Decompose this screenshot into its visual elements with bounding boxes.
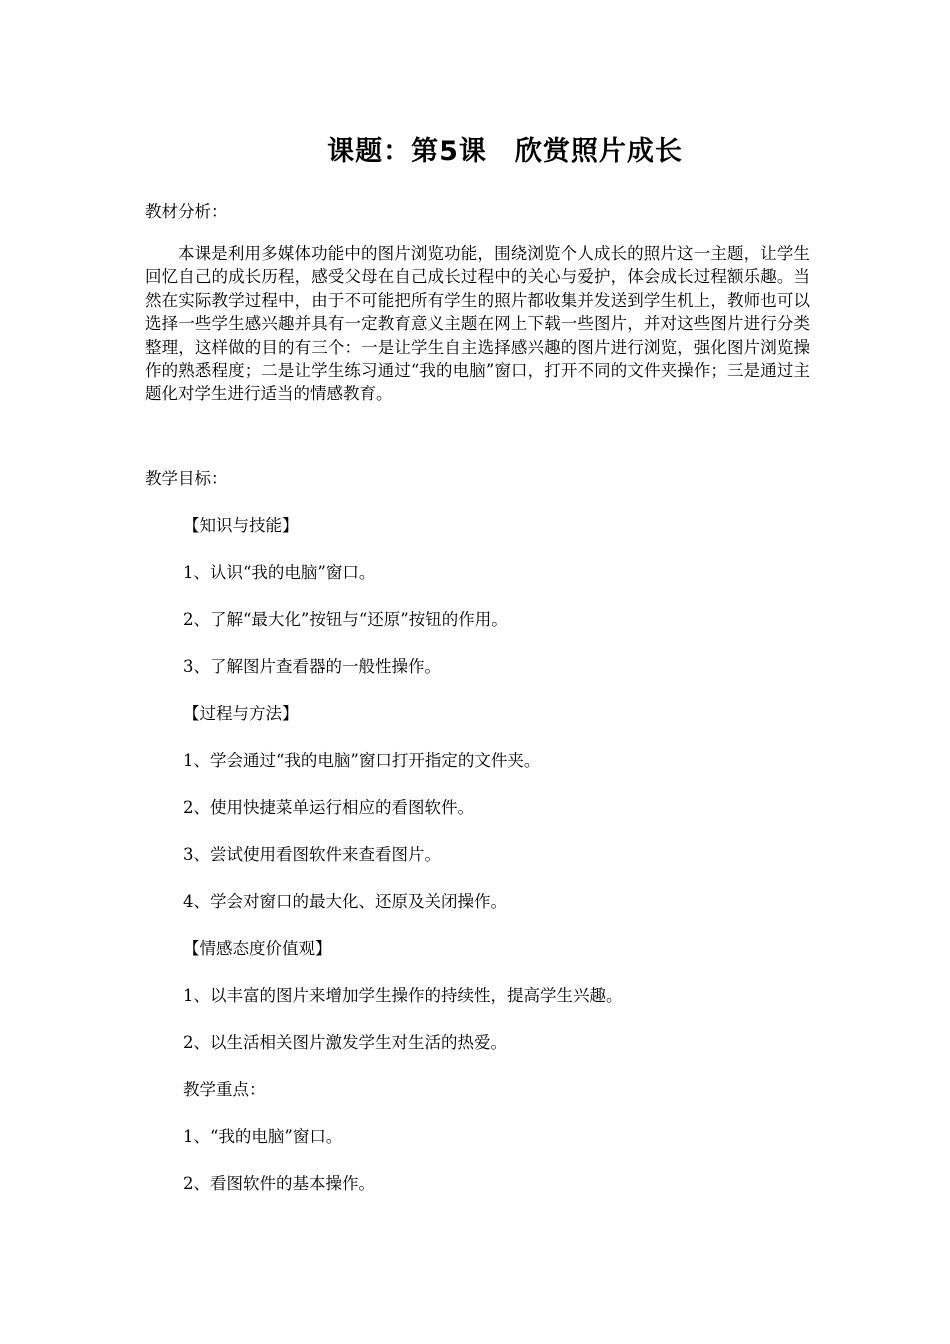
list-item: 4、学会对窗口的最大化、还原及关闭操作。 — [183, 892, 507, 911]
focus-heading: 教学重点： — [183, 1080, 266, 1099]
list-item: 2、了解“最大化”按钮与“还原”按钮的作用。 — [183, 610, 508, 629]
goals-heading: 教学目标： — [145, 469, 228, 488]
analysis-heading: 教材分析： — [145, 202, 228, 221]
analysis-paragraph: 本课是利用多媒体功能中的图片浏览功能，围绕浏览个人成长的照片这一主题，让学生回忆自己的成长历程，感受父母在自己成长过程中的关心与爱护，体会成长过程额乐趣。当然在实际教学过程中，由于不可能把所有学生的照片都收集并发送到学生机上，教师也可以选择一些学生感兴趣并具有一定教育意义主题在网上下载一些图片，并对这些图片进行分类整理，这样做的目的有三个：一是让学生自主选择感兴趣的图片进行浏览，强化图片浏览操作的熟悉程度；二是让学生练习通过“我的电脑”窗口，打开不同的文件夹操作；三是通过主题化对学生进行适当的情感教育。 — [145, 244, 810, 404]
list-item: 1、“我的电脑”窗口。 — [183, 1127, 343, 1146]
process-label: 【过程与方法】 — [183, 704, 299, 723]
list-item: 3、尝试使用看图软件来查看图片。 — [183, 845, 441, 864]
list-item: 1、以丰富的图片来增加学生操作的持续性，提高学生兴趣。 — [183, 986, 623, 1005]
emotion-label: 【情感态度价值观】 — [183, 939, 332, 958]
list-item: 2、使用快捷菜单运行相应的看图软件。 — [183, 798, 474, 817]
list-item: 2、看图软件的基本操作。 — [183, 1174, 375, 1193]
list-item: 2、以生活相关图片激发学生对生活的热爱。 — [183, 1033, 507, 1052]
list-item: 1、学会通过“我的电脑”窗口打开指定的文件夹。 — [183, 751, 541, 770]
list-item: 3、了解图片查看器的一般性操作。 — [183, 657, 441, 676]
list-item: 1、认识“我的电脑”窗口。 — [183, 563, 376, 582]
page-title: 课题：第5课 欣赏照片成长 — [327, 136, 683, 167]
knowledge-label: 【知识与技能】 — [183, 516, 299, 535]
